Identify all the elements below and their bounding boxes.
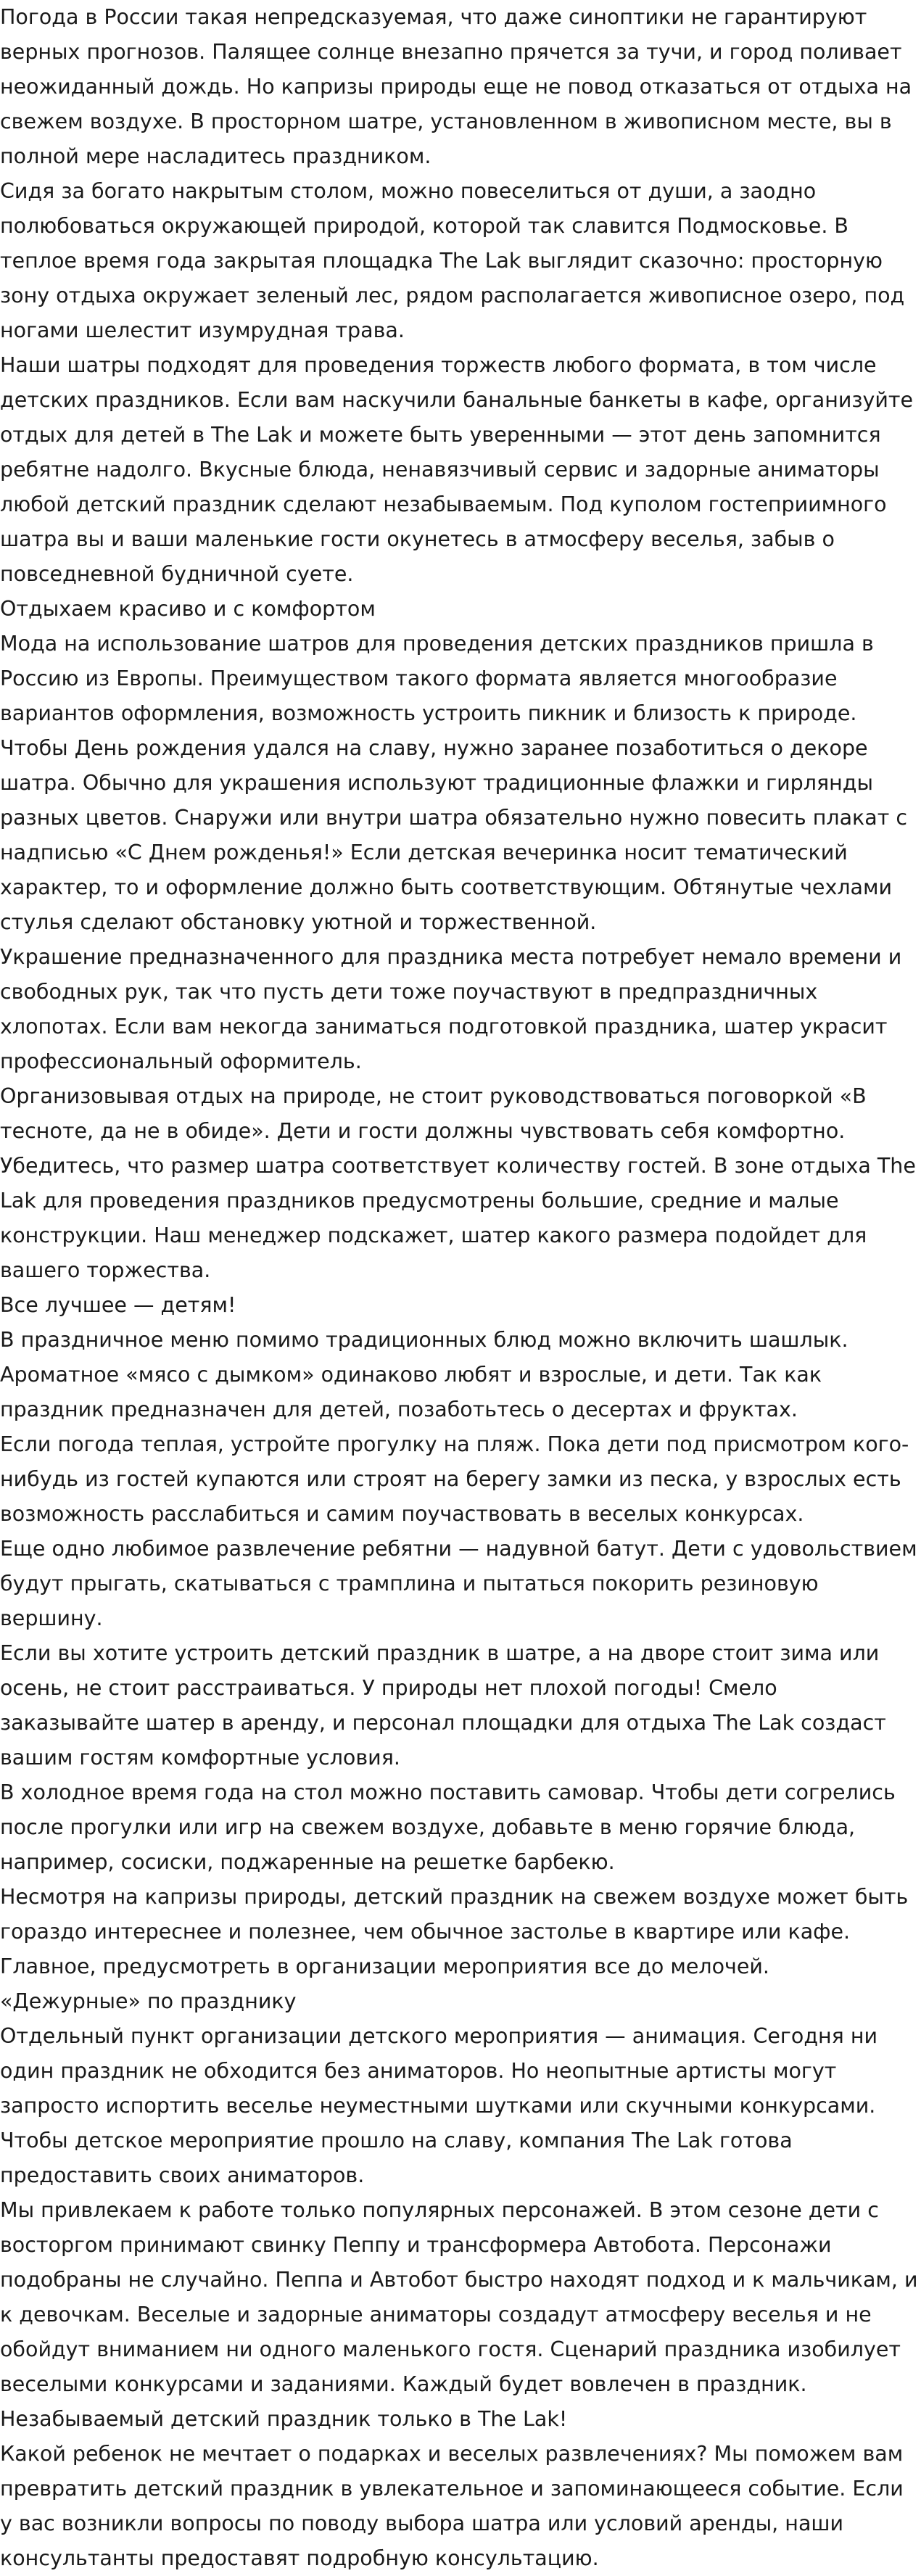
paragraph-duty-characters: Мы привлекаем к работе только популярных персонажей. В этом сезоне дети с восторгом принимают свинку Пеппу и трансформера Автобота. Персонажи подобраны не случайно. Пеппа и Автобот быстро находят подход и к мальчикам, и к девочкам. Веселые и задорные аниматоры создадут атмосферу веселья и не обойдут вниманием ни одного маленького гостя. Сценарий праздника изобилует веселыми конкурсами и заданиями. Каждый будет вовлечен в праздник. — [0, 2198, 918, 2396]
paragraph-best-menu: В праздничное меню помимо традиционных блюд можно включить шашлык. Ароматное «мясо с дымком» одинаково любят и взрослые, и дети. Так как праздник предназначен для детей, позаботьтесь о десертах и фруктах. — [0, 1328, 848, 1421]
paragraph-comfort-fashion: Мода на использование шатров для проведения детских праздников пришла в Россию из Европы. Преимуществом такого формата является многообразие вариантов оформления, возможность устроить пикник и близость к природе. — [0, 632, 874, 725]
paragraph-best-summary: Несмотря на капризы природы, детский праздник на свежем воздухе может быть гораздо интереснее и полезнее, чем обычное застолье в квартире или кафе. Главное, предусмотреть в организации мероприятия все до мелочей. — [0, 1885, 909, 1978]
heading-best-for-kids: Все лучшее — детям! — [0, 1293, 236, 1317]
paragraph-intro-nature: Сидя за богато накрытым столом, можно повеселиться от души, а заодно полюбоваться окружающей природой, которой так славится Подмосковье. В теплое время года закрытая площадка The Lak выглядит сказочно: просторную зону отдыха окружает зеленый лес, рядом располагается живописное озеро, под ногами шелестит изумрудная трава. — [0, 179, 905, 342]
paragraph-best-beach: Если погода теплая, устройте прогулку на пляж. Пока дети под присмотром кого-нибудь из гостей купаются или строят на берегу замки из песка, у взрослых есть возможность расслабиться и самим поучаствовать в веселых конкурсах. — [0, 1432, 909, 1526]
paragraph-best-trampoline: Еще одно любимое развлечение ребятни — надувной батут. Дети с удовольствием будут прыгать, скатываться с трамплина и пытаться покорить резиновую вершину. — [0, 1537, 917, 1630]
heading-final: Незабываемый детский праздник только в The Lak! — [0, 2407, 568, 2431]
paragraph-comfort-decor: Чтобы День рождения удался на славу, нужно заранее позаботиться о декоре шатра. Обычно для украшения используют традиционные флажки и гирлянды разных цветов. Снаружи или внутри шатра обязательно нужно повесить плакат с надписью «С Днем рожденья!» Если детская вечеринка носит тематический характер, то и оформление должно быть соответствующим. Обтянутые чехлами стулья сделают обстановку уютной и торжественной. — [0, 736, 908, 934]
paragraph-comfort-size: Организовывая отдых на природе, не стоит руководствоваться поговоркой «В тесноте, да не в обиде». Дети и гости должны чувствовать себя комфортно. Убедитесь, что размер шатра соответствует количеству гостей. В зоне отдыха The Lak для проведения праздников предусмотрены большие, средние и малые конструкции. Наш менеджер подскажет, шатер какого размера подойдет для вашего торжества. — [0, 1084, 916, 1282]
heading-comfort: Отдыхаем красиво и с комфортом — [0, 597, 376, 621]
paragraph-best-winter: Если вы хотите устроить детский праздник в шатре, а на дворе стоит зима или осень, не стоит расстраиваться. У природы нет плохой погоды! Смело заказывайте шатер в аренду, и персонал площадки для отдыха The Lak создаст вашим гостям комфортные условия. — [0, 1641, 886, 1770]
paragraph-duty-animation: Отдельный пункт организации детского мероприятия — анимация. Сегодня ни один праздник не обходится без аниматоров. Но неопытные артисты могут запросто испортить веселье неуместными шутками или скучными конкурсами. Чтобы детское мероприятие прошло на славу, компания The Lak готова предоставить своих аниматоров. — [0, 2024, 878, 2187]
paragraph-comfort-decorator: Украшение предназначенного для праздника места потребует немало времени и свободных рук, так что пусть дети тоже поучаствуют в предпраздничных хлопотах. Если вам некогда заниматься подготовкой праздника, шатер украсит профессиональный оформитель. — [0, 945, 902, 1073]
paragraph-intro-tents: Наши шатры подходят для проведения торжеств любого формата, в том числе детских праздников. Если вам наскучили банальные банкеты в кафе, организуйте отдых для детей в The Lak и можете быть уверенными — этот день запомнится ребятне надолго. Вкусные блюда, ненавязчивый сервис и задорные аниматоры любой детский праздник сделают незабываемым. Под куполом гостеприимного шатра вы и ваши маленькие гости окунетесь в атмосферу веселья, забыв о повседневной будничной суете. — [0, 353, 914, 586]
heading-on-duty: «Дежурные» по празднику — [0, 1989, 297, 2013]
paragraph-final-consult: Какой ребенок не мечтает о подарках и веселых развлечениях? Мы поможем вам превратить детский праздник в увлекательное и запоминающееся событие. Если у вас возникли вопросы по поводу выбора шатра или условий аренды, наши консультанты предоставят подробную консультацию. — [0, 2442, 904, 2570]
paragraph-intro-weather: Погода в России такая непредсказуемая, что даже синоптики не гарантируют верных прогнозов. Палящее солнце внезапно прячется за тучи, и город поливает неожиданный дождь. Но капризы природы еще не повод отказаться от отдыха на свежем воздухе. В просторном шатре, установленном в живописном месте, вы в полной мере насладитесь праздником. — [0, 5, 912, 168]
paragraph-best-samovar: В холодное время года на стол можно поставить самовар. Чтобы дети согрелись после прогулки или игр на свежем воздухе, добавьте в меню горячие блюда, например, сосиски, поджаренные на решетке барбекю. — [0, 1780, 896, 1874]
